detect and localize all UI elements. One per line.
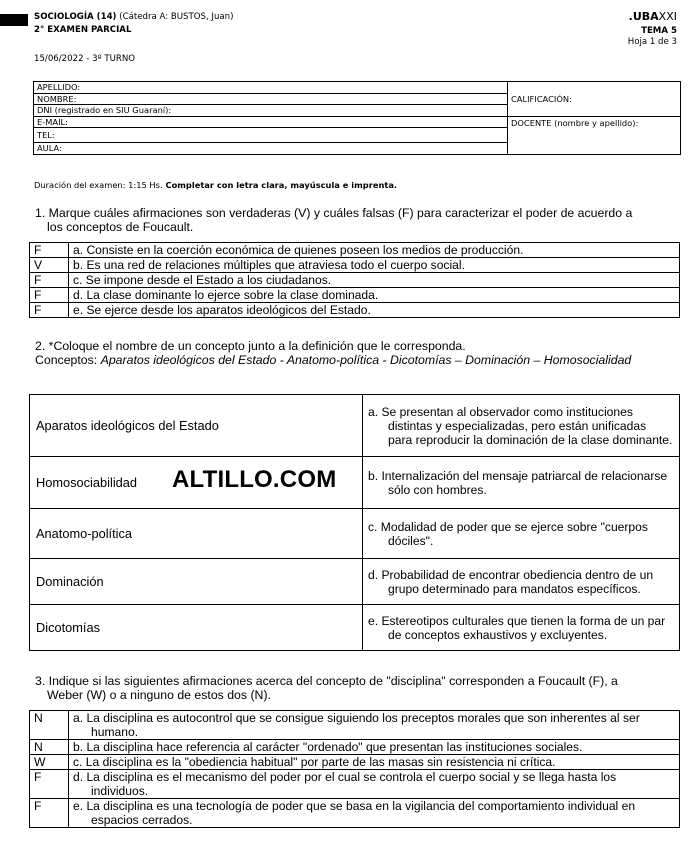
docente-field[interactable]: DOCENTE (nombre y apellido): bbox=[508, 116, 681, 154]
dni-field[interactable]: DNI (registrado en SIU Guaraní): bbox=[34, 105, 508, 117]
statement-cell: d. La clase dominante lo ejerce sobre la clase dominada. bbox=[69, 288, 680, 303]
black-marker-bar bbox=[0, 14, 28, 26]
concepts-label: Conceptos: bbox=[35, 353, 101, 367]
question-2-table bbox=[29, 394, 680, 651]
table-row bbox=[30, 258, 680, 273]
statement-cell bbox=[69, 770, 680, 799]
uba-logo bbox=[628, 11, 677, 23]
statement-text: d. La disciplina es el mecanismo del poder por el cual se controla el cuerpo social y se llega hasta los individuos. bbox=[73, 770, 617, 798]
answer-cell[interactable]: V bbox=[30, 258, 69, 273]
answer-cell[interactable]: F bbox=[30, 303, 69, 318]
duration-text: Duración del examen: 1:15 Hs. bbox=[34, 180, 163, 190]
statement-text: b. La disciplina hace referencia al carácter "ordenado" que presentan las instituciones sociales. bbox=[73, 740, 583, 754]
table-row bbox=[30, 395, 680, 457]
answer-cell[interactable]: F bbox=[30, 770, 69, 799]
table-row bbox=[30, 711, 680, 740]
table-row bbox=[30, 799, 680, 828]
question-1-table bbox=[29, 242, 680, 318]
definition-cell bbox=[363, 559, 680, 605]
email-field[interactable]: E-MAIL: bbox=[34, 116, 508, 128]
definition-cell bbox=[363, 605, 680, 651]
table-row bbox=[30, 243, 680, 258]
concept-cell[interactable]: Anatomo-política bbox=[30, 509, 363, 559]
tema-label: TEMA 5 bbox=[641, 25, 677, 36]
statement-text: e. La disciplina es una tecnología de poder que se basa en la vigilancia del comportamiento individual en espacios cerrados. bbox=[73, 799, 636, 827]
exam-title: 2° EXAMEN PARCIAL bbox=[34, 25, 132, 35]
definition-cell bbox=[363, 395, 680, 457]
definition-text: c. Modalidad de poder que se ejerce sobre "cuerpos dóciles". bbox=[368, 519, 648, 548]
page-indicator: Hoja 1 de 3 bbox=[627, 37, 677, 47]
statement-cell bbox=[69, 711, 680, 740]
table-row bbox=[30, 288, 680, 303]
answer-cell[interactable]: F bbox=[30, 243, 69, 258]
table-row bbox=[30, 605, 680, 651]
concept-cell[interactable]: Dominación bbox=[30, 559, 363, 605]
concept-cell[interactable]: Aparatos ideológicos del Estado bbox=[30, 395, 363, 457]
question-1-text: 1. Marque cuáles afirmaciones son verdaderas (V) y cuáles falsas (F) para caracterizar el poder de acuerdo a los conceptos de Foucault. bbox=[35, 206, 633, 234]
table-row bbox=[30, 755, 680, 770]
table-row bbox=[30, 457, 680, 509]
course-chair: (Cátedra A: BUSTOS, Juan) bbox=[116, 12, 234, 22]
exam-date: 15/06/2022 - 3º TURNO bbox=[34, 54, 136, 64]
definition-cell bbox=[363, 509, 680, 559]
exam-duration bbox=[34, 180, 397, 190]
definition-text: b. Internalización del mensaje patriarcal de relacionarse sólo con hombres. bbox=[368, 468, 668, 497]
statement-cell bbox=[69, 799, 680, 828]
course-title: SOCIOLOGÍA (14) bbox=[34, 12, 117, 22]
calificacion-field[interactable]: CALIFICACIÓN: bbox=[508, 82, 681, 117]
question-2-prompt bbox=[35, 339, 655, 367]
statement-cell: c. Se impone desde el Estado a los ciudadanos. bbox=[69, 273, 680, 288]
duration-instructions: Completar con letra clara, mayúscula e imprenta. bbox=[162, 180, 398, 190]
statement-cell: b. Es una red de relaciones múltiples que atraviesa todo el cuerpo social. bbox=[69, 258, 680, 273]
nombre-field[interactable]: NOMBRE: bbox=[34, 93, 508, 105]
answer-cell[interactable]: F bbox=[30, 288, 69, 303]
table-row bbox=[30, 273, 680, 288]
definition-text: d. Probabilidad de encontrar obediencia dentro de un grupo determinado para mandatos específicos. bbox=[368, 567, 654, 596]
question-3-table bbox=[29, 710, 680, 828]
table-row bbox=[30, 509, 680, 559]
statement-text: c. La disciplina es la "obediencia habitual" por parte de las masas sin resistencia ni crítica. bbox=[73, 755, 556, 769]
watermark: ALTILLO.COM bbox=[172, 466, 337, 493]
question-3-text: 3. Indique si las siguientes afirmaciones acerca del concepto de "disciplina" corresponden a Foucault (F), a Weber (W) o a ninguno de estos dos (N). bbox=[35, 674, 618, 702]
exam-header bbox=[34, 11, 233, 37]
table-row bbox=[30, 559, 680, 605]
table-row bbox=[30, 770, 680, 799]
aula-field[interactable]: AULA: bbox=[34, 143, 508, 155]
concept-cell[interactable]: Dicotomías bbox=[30, 605, 363, 651]
answer-cell[interactable]: N bbox=[30, 711, 69, 740]
logo-sub: XXI bbox=[658, 10, 677, 23]
table-row bbox=[30, 740, 680, 755]
apellido-field[interactable]: APELLIDO: bbox=[34, 82, 508, 94]
answer-cell[interactable]: F bbox=[30, 799, 69, 828]
definition-text: a. Se presentan al observador como instituciones distintas y especializadas, pero están unificadas para reproducir la dominación de la clase dominante. bbox=[368, 404, 673, 447]
definition-cell bbox=[363, 457, 680, 509]
table-row bbox=[30, 303, 680, 318]
concept-cell[interactable]: Homosociabilidad bbox=[30, 457, 363, 509]
tel-field[interactable]: TEL: bbox=[34, 128, 508, 143]
question-3-prompt bbox=[35, 674, 655, 702]
statement-cell: a. Consiste en la coerción económica de quienes poseen los medios de producción. bbox=[69, 243, 680, 258]
question-2-text: 2. *Coloque el nombre de un concepto junto a la definición que le corresponda. bbox=[35, 339, 466, 353]
question-1-prompt bbox=[35, 206, 635, 234]
answer-cell[interactable]: W bbox=[30, 755, 69, 770]
concepts-list: Aparatos ideológicos del Estado - Anatomo-política - Dicotomías – Dominación – Homosocialidad bbox=[100, 353, 632, 367]
logo-main: .UBA bbox=[628, 10, 659, 23]
header-right bbox=[628, 11, 677, 49]
definition-text: e. Estereotipos culturales que tienen la forma de un par de conceptos exhaustivos y excluyentes. bbox=[368, 613, 666, 642]
answer-cell[interactable]: N bbox=[30, 740, 69, 755]
statement-cell: e. Se ejerce desde los aparatos ideológicos del Estado. bbox=[69, 303, 680, 318]
student-info-table bbox=[33, 81, 681, 155]
statement-cell bbox=[69, 755, 680, 770]
statement-cell bbox=[69, 740, 680, 755]
statement-text: a. La disciplina es autocontrol que se consigue siguiendo los preceptos morales que son inherentes al ser humano. bbox=[73, 711, 640, 739]
answer-cell[interactable]: F bbox=[30, 273, 69, 288]
